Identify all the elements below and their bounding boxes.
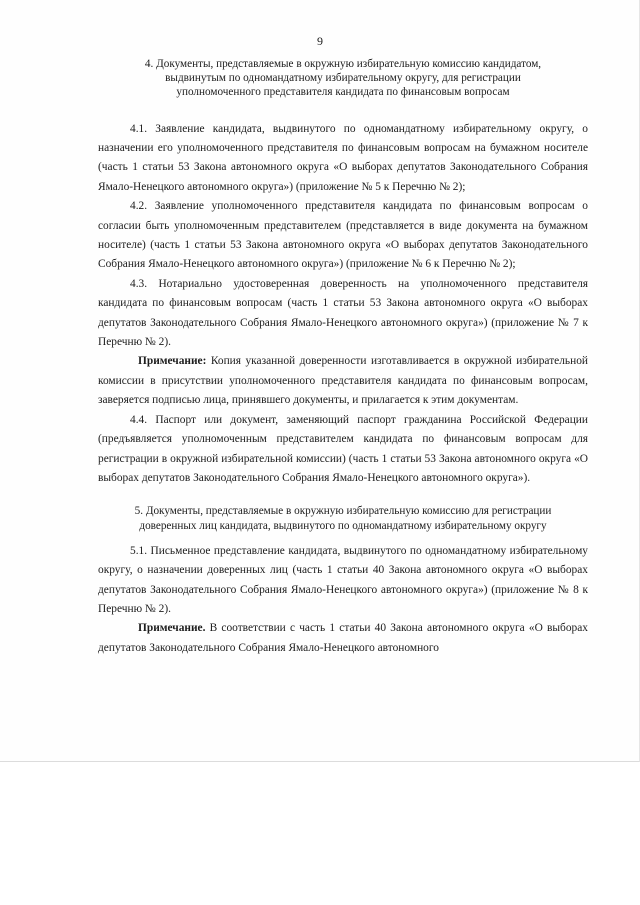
item-4-3: 4.3. Нотариально удостоверенная доверенность на уполномоченного представителя кандидата по финансовым вопросам (часть 1 статьи 53 Закона автономного округа «О выборах депутатов Законодательного Собрания Ямало-Ненецкого автономного округа») (приложение № 7 к Перечню № 2). bbox=[98, 277, 588, 349]
note-4-3 bbox=[98, 352, 588, 410]
blank-area bbox=[0, 762, 640, 905]
note-text: В соответствии с часть 1 статьи 40 Закона автономного округа «О выборах депутатов Законодательного Собрания Ямало-Ненецкого автономного bbox=[98, 622, 588, 654]
note-label: Примечание: bbox=[138, 355, 207, 368]
note-label: Примечание. bbox=[138, 622, 206, 635]
section-5-heading bbox=[98, 504, 588, 532]
page-number: 9 bbox=[317, 34, 323, 48]
heading-line: уполномоченного представителя кандидата по финансовым вопросам bbox=[176, 86, 510, 99]
document-body bbox=[98, 57, 588, 658]
item-4-2: 4.2. Заявление уполномоченного представителя кандидата по финансовым вопросам о согласии быть уполномоченным представителем (представляется в виде документа на бумажном носителе) (часть 1 статьи 53 Закона автономного округа «О выборах депутатов Законодательного Собрания Ямало-Ненецкого автономного округа») (приложение № 6 к Перечню № 2); bbox=[98, 200, 588, 271]
heading-line: выдвинутым по одномандатному избирательному округу, для регистрации bbox=[165, 72, 521, 85]
note-text: Копия указанной доверенности изготавливается в окружной избирательной комиссии в присутствии уполномоченного представителя кандидата по финансовым вопросам, заверяется подписью лица, принявшего документы, и прилагается к этим документам. bbox=[98, 355, 588, 407]
heading-line: 4. Документы, представляемые в окружную избирательную комиссию кандидатом, bbox=[144, 58, 542, 70]
heading-line: доверенных лиц кандидата, выдвинутого по одномандатному избирательному округу bbox=[139, 519, 547, 532]
section-4-heading bbox=[98, 57, 588, 100]
item-4-1: 4.1. Заявление кандидата, выдвинутого по одномандатному избирательному округу, о назначении его уполномоченного представителя по финансовым вопросам на бумажном носителе (часть 1 статьи 53 Закона автономного округа «О выборах депутатов Законодательного Собрания Ямало-Ненецкого автономного округа») (приложение № 5 к Перечню № 2); bbox=[98, 122, 588, 193]
heading-line: 5. Документы, представляемые в окружную избирательную комиссию для регистрации bbox=[134, 505, 552, 518]
item-4-4: 4.4. Паспорт или документ, заменяющий паспорт гражданина Российской Федерации (предъявляется уполномоченным представителем кандидата по финансовым вопросам для регистрации в окружной избирательной комиссии) (часть 1 статьи 53 Закона автономного округа «О выборах депутатов Законодательного Собрания Ямало-Ненецкого автономного округа»). bbox=[98, 413, 588, 484]
item-5-1: 5.1. Письменное представление кандидата, выдвинутого по одномандатному избирательному округу, о назначении доверенных лиц (часть 1 статьи 40 Закона автономного округа «О выборах депутатов Законодательного Собрания Ямало-Ненецкого автономного округа») (приложение № 8 к Перечню № 2). bbox=[98, 544, 588, 615]
note-5-1 bbox=[98, 619, 588, 658]
